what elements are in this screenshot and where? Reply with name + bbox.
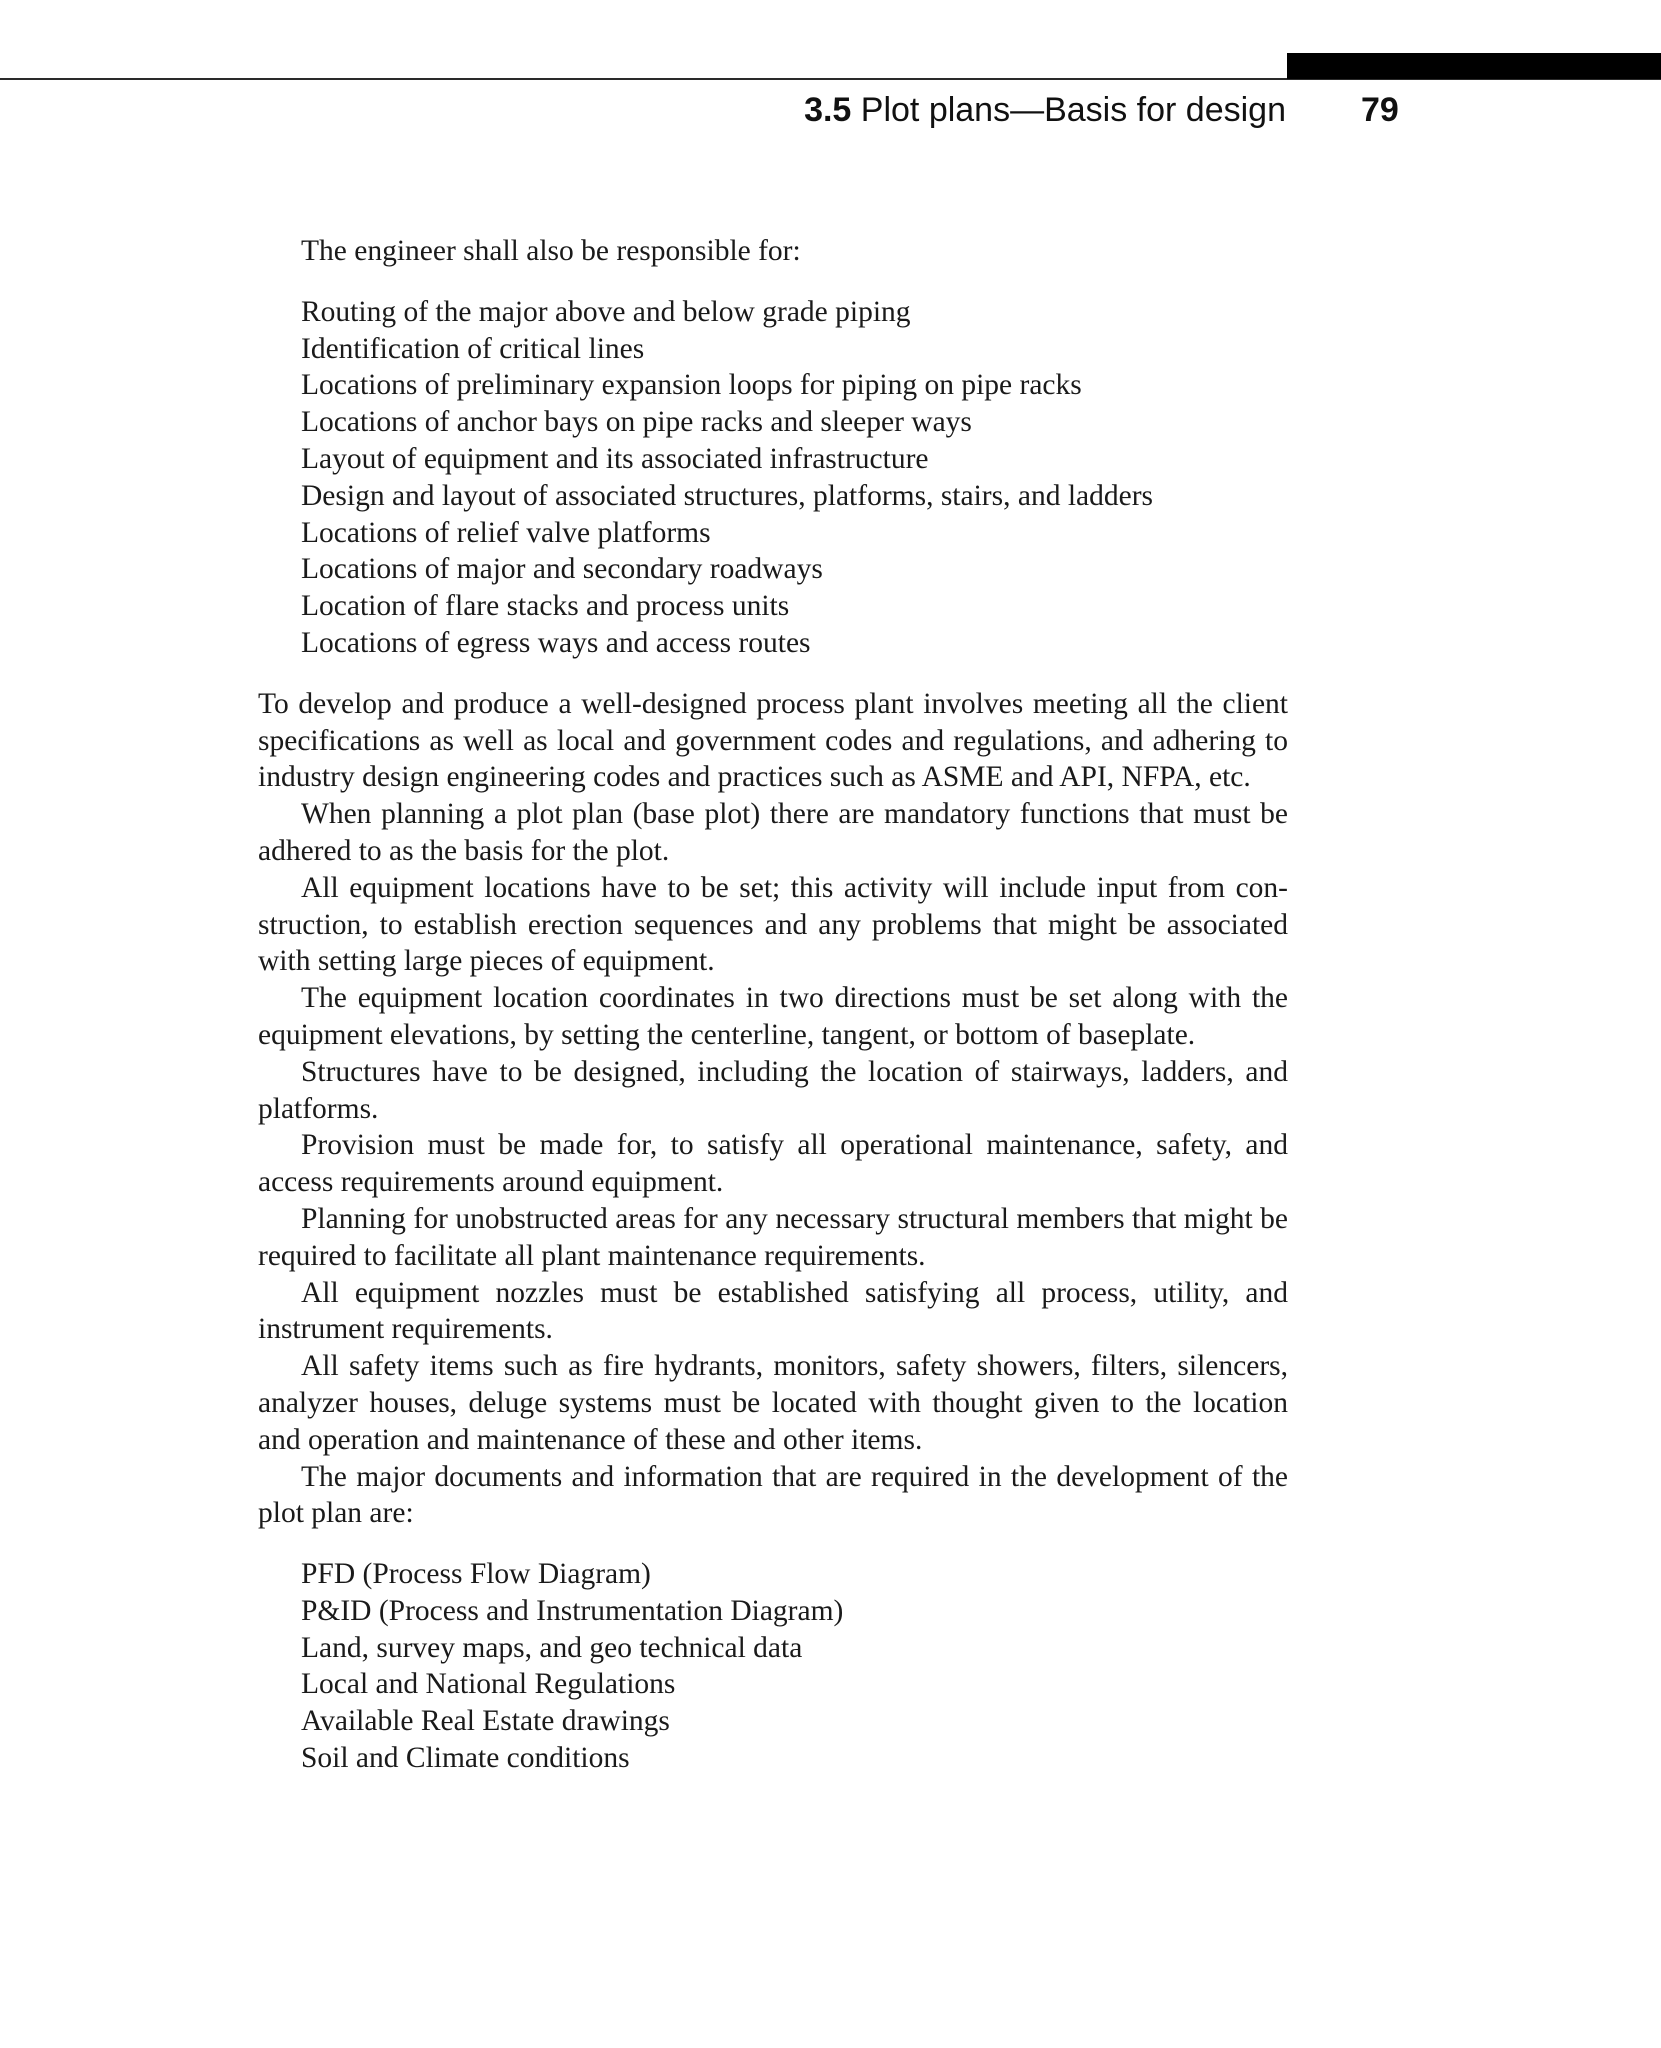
list-item: Design and layout of associated structures, platforms, stairs, and ladders — [301, 479, 1153, 512]
running-head — [0, 88, 1286, 132]
header-bar — [1287, 53, 1661, 79]
paragraph: All equipment nozzles must be established satisfying all process, utility, and instrument requirements. — [258, 1276, 1288, 1346]
paragraph: All safety items such as fire hydrants, monitors, safety showers, filters, silencers, analyzer houses, deluge systems must be located with thought given to the location and operation and maintenance of these and other items. — [258, 1350, 1288, 1456]
list-item: P&ID (Process and Instrumentation Diagram) — [301, 1594, 844, 1627]
list-item: Locations of relief valve platforms — [301, 516, 711, 549]
list-item: Routing of the major above and below grade piping — [301, 295, 911, 328]
paragraph: Structures have to be designed, including the location of stairways, ladders, and platforms. — [258, 1055, 1288, 1125]
list-item: Available Real Estate drawings — [301, 1705, 670, 1738]
list-item: Locations of anchor bays on pipe racks and sleeper ways — [301, 406, 972, 439]
paragraph: The equipment location coordinates in two directions must be set along with the equipment elevations, by setting the centerline, tangent, or bottom of baseplate. — [258, 982, 1288, 1051]
list-item: Local and National Regulations — [301, 1668, 676, 1701]
section-title: Plot plans—Basis for design — [860, 91, 1286, 129]
lead-in: The engineer shall also be responsible for: — [301, 235, 801, 267]
documents-list — [301, 1556, 1288, 1777]
list-item: Land, survey maps, and geo technical data — [301, 1631, 803, 1664]
paragraph: Planning for unobstructed areas for any necessary structural members that might be required to facilitate all plant maintenance requirements. — [258, 1202, 1288, 1272]
list-item: Locations of preliminary expansion loops for piping on pipe racks — [301, 369, 1082, 402]
paragraph: The major documents and information that are required in the development of the plot plan are: — [258, 1460, 1288, 1530]
list-item: Soil and Climate conditions — [301, 1742, 630, 1775]
paragraph: To develop and produce a well-designed process plant involves meeting all the client specifications as well as local and government codes and regulations, and adhering to industry design engineering codes and practices such as ASME and API, NFPA, etc. — [258, 687, 1288, 794]
list-item: Layout of equipment and its associated infrastructure — [301, 442, 929, 475]
section-number: 3.5 — [804, 91, 852, 129]
list-item: Location of flare stacks and process units — [301, 590, 790, 623]
page-body — [258, 233, 1288, 1801]
paragraph: When planning a plot plan (base plot) there are mandatory functions that must be adhered to as the basis for the plot. — [258, 798, 1288, 867]
list-item: PFD (Process Flow Diagram) — [301, 1558, 651, 1591]
responsibilities-list — [301, 294, 1288, 662]
paragraph: All equipment locations have to be set; this activity will include input from construction, to establish erection sequences and any problems that might be associated with setting large pieces of equipment. — [258, 871, 1288, 978]
list-item: Locations of egress ways and access routes — [301, 626, 811, 659]
page-number: 79 — [1361, 91, 1399, 129]
list-item: Locations of major and secondary roadways — [301, 553, 823, 586]
paragraph: Provision must be made for, to satisfy all operational maintenance, safety, and access requirements around equipment. — [258, 1129, 1288, 1199]
list-item: Identification of critical lines — [301, 332, 645, 365]
